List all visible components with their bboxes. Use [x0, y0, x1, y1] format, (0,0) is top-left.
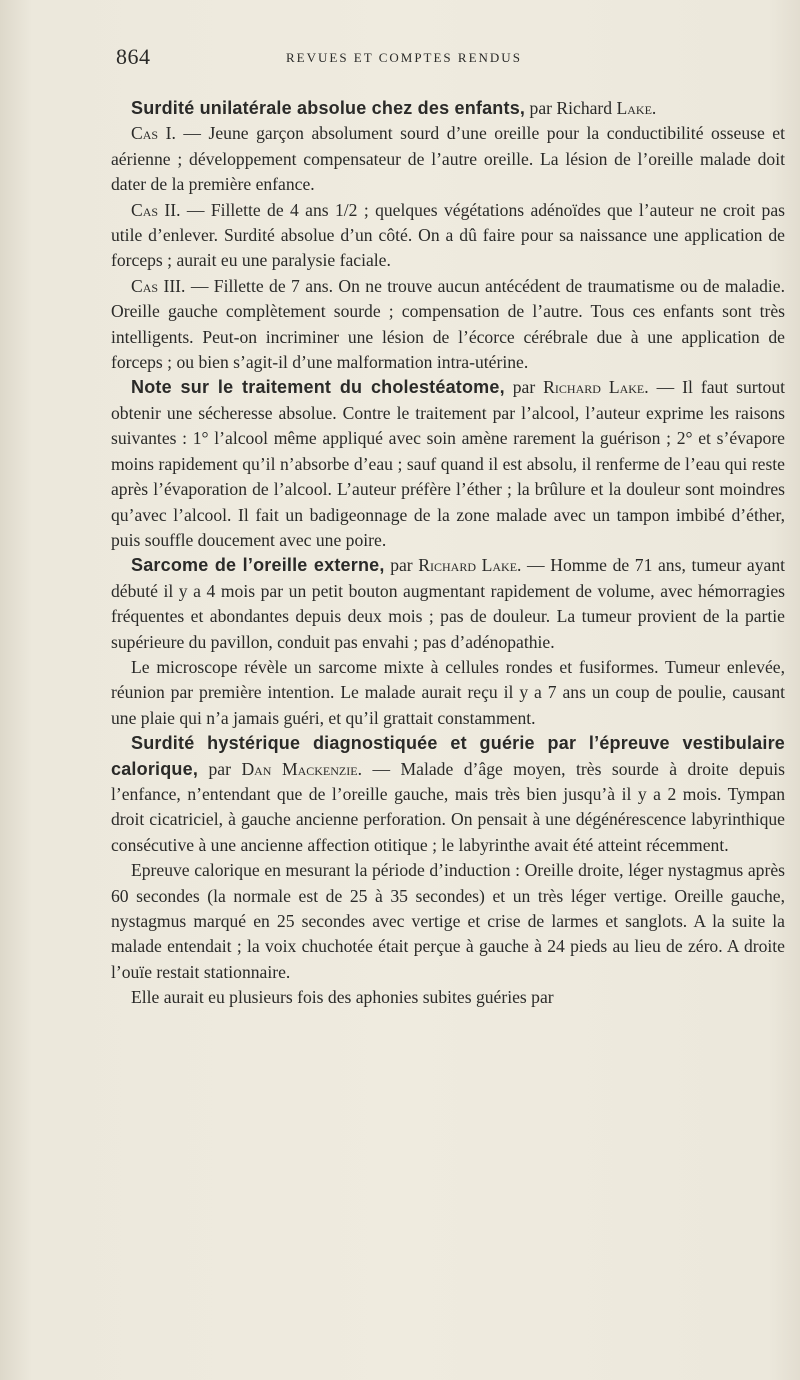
- case-paragraph: [111, 121, 785, 197]
- article-title: Note sur le traitement du cholestéatome,: [131, 377, 505, 398]
- author-name: Dan Mackenzie: [241, 758, 358, 779]
- case-paragraph: [111, 198, 785, 274]
- byline-prefix: par: [198, 758, 242, 779]
- case-label: Cas I: [131, 123, 172, 144]
- byline-prefix: par Richard: [525, 98, 617, 118]
- byline-prefix: par: [504, 377, 544, 398]
- article-paragraph: [111, 731, 785, 858]
- article-title: Sarcome de l’oreille externe,: [131, 555, 385, 576]
- author-name: Lake: [616, 98, 652, 118]
- author-name: Richard Lake: [418, 555, 518, 576]
- article-paragraph: [111, 375, 785, 553]
- paragraph-text: Il faut surtout obtenir une sécheresse absolue. Contre le traitement par l’alcool, l’auteur exprime les raisons suivantes : 1° l’alcool même appliqué avec soin amène rarement la guérison ; 2° et s’évapore moins rapidement qu’il n’absorbe d’eau ; sauf quand il est absolu, il renferme de l’eau qui reste après l’évaporation de l’alcool. L’auteur préfère l’éther ; la brûlure et la douleur sont moindres qu’avec l’alcool. Il fait un badigeonnage de la zone malade avec un tampon imbibé d’éther, puis souffle doucement avec une poire.: [111, 377, 786, 550]
- byline-suffix: . —: [357, 758, 391, 779]
- page-number: 864: [116, 44, 151, 69]
- body-text: [111, 96, 785, 1011]
- byline-suffix: . —: [644, 377, 675, 398]
- author-name: Richard Lake: [543, 377, 645, 398]
- paragraph-text: Elle aurait eu plusieurs fois des aphonies subites guéries par: [131, 987, 554, 1008]
- paragraph-text: . — Jeune garçon absolument sourd d’une oreille pour la conductibilité osseuse et aérienne ; développement compensateur de l’autre oreille. La lésion de l’oreille malade doit dater de la première enfance.: [111, 123, 785, 195]
- article-paragraph: [111, 553, 785, 655]
- case-label: Cas III: [131, 275, 182, 296]
- paragraph-text: . — Fillette de 7 ans. On ne trouve aucun antécédent de traumatisme ou de maladie. Oreille gauche complètement sourde ; compensation de l’autre. Tous ces enfants sont très intelligents. Peut-on incriminer une lésion de l’écorce cérébrale due à une application de forceps ; ou bien s’agit-il d’une malformation intra-utérine.: [111, 275, 785, 373]
- paragraph-text: Malade d’âge moyen, très sourde à droite depuis l’enfance, n’entendant que de l’oreille gauche, mais très bien jusqu’à il y a 2 mois. Tympan droit cicatriciel, à gauche ancienne perforation. On pensait à une dégénérescence labyrinthique consécutive à une ancienne affection otitique ; le labyrinthe avait été atteint récemment.: [111, 758, 785, 855]
- article-title: Surdité hystérique diagnostiquée et guérie par l’épreuve vestibulaire calorique,: [111, 733, 785, 779]
- paragraph-text: . — Fillette de 4 ans 1/2 ; quelques végétations adénoïdes que l’auteur ne croit pas utile d’enlever. Surdité absolue d’un côté. On a dû faire pour sa naissance une application de forceps ; aurait eu une paralysie faciale.: [111, 199, 785, 271]
- running-head: REVUES ET COMPTES RENDUS: [286, 50, 522, 65]
- paragraph: [111, 985, 785, 1010]
- case-label: Cas II: [131, 199, 177, 220]
- byline-suffix: .: [651, 98, 657, 118]
- page-header: [116, 44, 786, 74]
- paragraph-text: Le microscope révèle un sarcome mixte à cellules rondes et fusiformes. Tumeur enlevée, réunion par première intention. Le malade aurait reçu il y a 7 ans un coup de poulie, causant une plaie qui n’a jamais guéri, et qu’il grattait constamment.: [111, 656, 785, 728]
- paragraph-text: Epreuve calorique en mesurant la période d’induction : Oreille droite, léger nystagmus après 60 secondes (la normale est de 25 à 35 secondes) et un très léger vertige. Oreille gauche, nystagmus marqué en 25 secondes avec vertige et crise de larmes et sanglots. A la suite la malade entendait ; la voix chuchotée était perçue à gauche à 24 pieds au lieu de zéro. A droite l’ouïe restait stationnaire.: [111, 860, 785, 982]
- paragraph-text: Homme de 71 ans, tumeur ayant débuté il y a 4 mois par un petit bouton augmentant rapidement de volume, avec hémorragies fréquentes et abondantes depuis deux mois ; pas de douleur. La tumeur provient de la partie supérieure du pavillon, conduit pas envahi ; pas d’adénopathie.: [111, 555, 786, 652]
- paragraph: [111, 858, 785, 985]
- byline-prefix: par: [384, 555, 419, 576]
- case-paragraph: [111, 274, 785, 376]
- article-heading: [111, 96, 785, 121]
- byline-suffix: . —: [517, 555, 545, 576]
- paragraph: [111, 655, 785, 731]
- article-title: Surdité unilatérale absolue chez des enfants,: [131, 98, 526, 118]
